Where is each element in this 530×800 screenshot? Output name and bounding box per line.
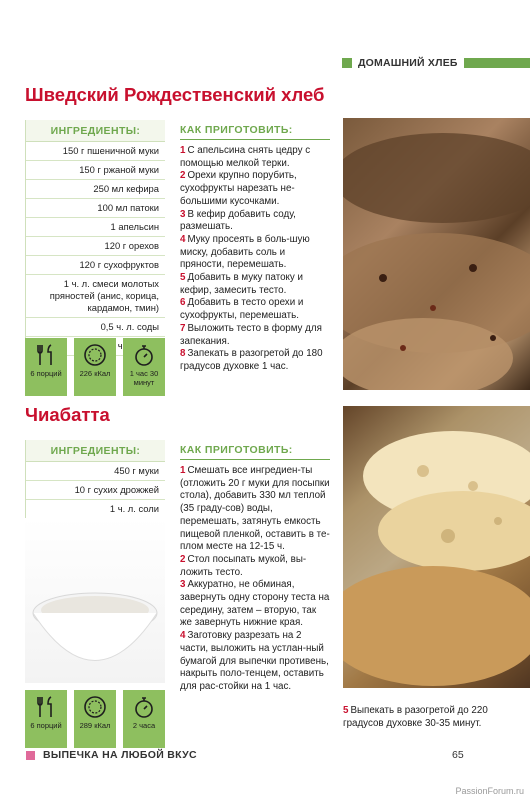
recipe2-method	[180, 440, 330, 694]
recipe1-ingredients-label: ИНГРЕДИЕНТЫ:	[26, 120, 165, 142]
ingredient-item: 150 г пшеничной муки	[26, 142, 165, 161]
step-item: 7 Выложить тесто в форму для запекания.	[180, 322, 322, 347]
recipe2-time-label: 2 часа	[132, 721, 156, 730]
step-item: 3 В кефир добавить соду, размешать.	[180, 208, 296, 233]
stopwatch-icon	[132, 695, 156, 719]
step-item: 1 С апельсина снять цедру с помощью мелкой терки.	[180, 145, 311, 169]
bread-illustration	[343, 118, 530, 390]
recipe1-method	[180, 120, 330, 374]
recipe1-how-label: КАК ПРИГОТОВИТЬ:	[180, 120, 330, 140]
recipe1-servings-label: 6 порций	[30, 369, 62, 378]
ingredient-item: 150 г ржаной муки	[26, 161, 165, 180]
step-item: 3 Аккуратно, не обминая, завернуть одну сторону теста на середину, затем – вторую, так же завернуть нижние края.	[180, 579, 330, 629]
recipe2-ingredients	[25, 440, 165, 519]
recipe2-time	[123, 690, 165, 748]
stopwatch-icon	[132, 343, 156, 367]
recipe1-servings	[25, 338, 67, 396]
recipe1-icons	[25, 338, 165, 396]
recipe2-steps	[180, 465, 330, 694]
fork-knife-icon	[34, 343, 58, 367]
step-item: 2 Стол посыпать мукой, вы-ложить тесто.	[180, 553, 307, 578]
step-item: 8 Запекать в разогретой до 180 градусов духовке 1 час.	[180, 348, 323, 372]
section-tag-label: ДОМАШНИЙ ХЛЕБ	[358, 57, 458, 69]
section-tag	[342, 55, 530, 71]
ingredient-item: 100 мл патоки	[26, 199, 165, 218]
recipe2-ingredients-label: ИНГРЕДИЕНТЫ:	[26, 440, 165, 462]
swedish-bread-photo	[343, 118, 530, 390]
step-item: 5 Добавить в муку патоку и кефир, замесить тесто.	[180, 272, 304, 296]
ingredient-item: 120 г сухофруктов	[26, 256, 165, 275]
step-item: 4 Заготовку разрезать на 2 части, выложить на устлан-ный бумагой для выпечки противень, накрыть поло-тенцем, оставить для рас-стойки на 1 час.	[180, 630, 329, 692]
recipe1-time-label: 1 час 30 минут	[129, 369, 159, 387]
ingredient-item: ч.	[26, 337, 165, 356]
section-bar	[464, 58, 530, 68]
ingredient-item: 450 г муки	[26, 462, 165, 481]
ciabatta-illustration	[343, 406, 530, 688]
recipe1-title: Шведский Рождественский хлеб	[25, 84, 325, 105]
page-number: 65	[452, 749, 464, 761]
recipe2-how-label: КАК ПРИГОТОВИТЬ:	[180, 440, 330, 460]
step-item: 2 Орехи крупно порубить, сухофрукты нарезать не-большими кусочками.	[180, 170, 297, 207]
recipe2-title: Чиабатта	[25, 404, 110, 425]
ingredient-item: 1 ч. л. соли	[26, 500, 165, 519]
ciabatta-photo	[343, 406, 530, 688]
footer-square	[26, 751, 35, 760]
recipe2-servings-label: 6 порций	[30, 721, 62, 730]
recipe2-calories	[74, 690, 116, 748]
recipe2-step5: 5 Выпекать в разогретой до 220 градусов духовке 30-35 минут.	[343, 705, 488, 729]
recipe1-calories-label: 226 кКал	[79, 369, 111, 378]
recipe2-icons	[25, 690, 165, 748]
ingredient-item: 1 ч. л. смеси молотых пряностей (анис, корица, кардамон, тмин)	[26, 275, 165, 318]
plate-icon	[83, 695, 107, 719]
ingredient-item: 10 г сухих дрожжей	[26, 481, 165, 500]
plate-icon	[83, 343, 107, 367]
recipe2-servings	[25, 690, 67, 748]
section-square	[342, 58, 352, 68]
bowl-illustration	[25, 518, 165, 683]
ingredient-item: 250 мл кефира	[26, 180, 165, 199]
fork-knife-icon	[34, 695, 58, 719]
flour-bowl-photo	[25, 518, 165, 683]
recipe1-time	[123, 338, 165, 396]
recipe1-ingredients	[25, 120, 165, 356]
recipe2-calories-label: 289 кКал	[79, 721, 111, 730]
watermark: PassionForum.ru	[455, 786, 524, 796]
footer-section	[0, 749, 197, 761]
step-item: 1 Смешать все ингредиен-ты (отложить 20 г муки для посыпки стола), добавить 330 мл теплой (35 граду-сов) воды, перемешать, затянуть емкость пищевой пленкой, оставить в те-плом месте на 12-15 ч.	[180, 465, 330, 553]
ingredient-item: 0,5 ч. л. соды	[26, 318, 165, 337]
ingredient-item: 1 апельсин	[26, 218, 165, 237]
recipe1-calories	[74, 338, 116, 396]
step-item: 4 Муку просеять в боль-шую миску, добавить соль и пряности, перемешать.	[180, 233, 310, 271]
footer-section-label: ВЫПЕЧКА НА ЛЮБОЙ ВКУС	[43, 749, 197, 761]
step-item: 6 Добавить в тесто орехи и сухофрукты, перемешать.	[180, 297, 304, 322]
ingredient-item: 120 г орехов	[26, 237, 165, 256]
recipe1-steps	[180, 145, 330, 374]
